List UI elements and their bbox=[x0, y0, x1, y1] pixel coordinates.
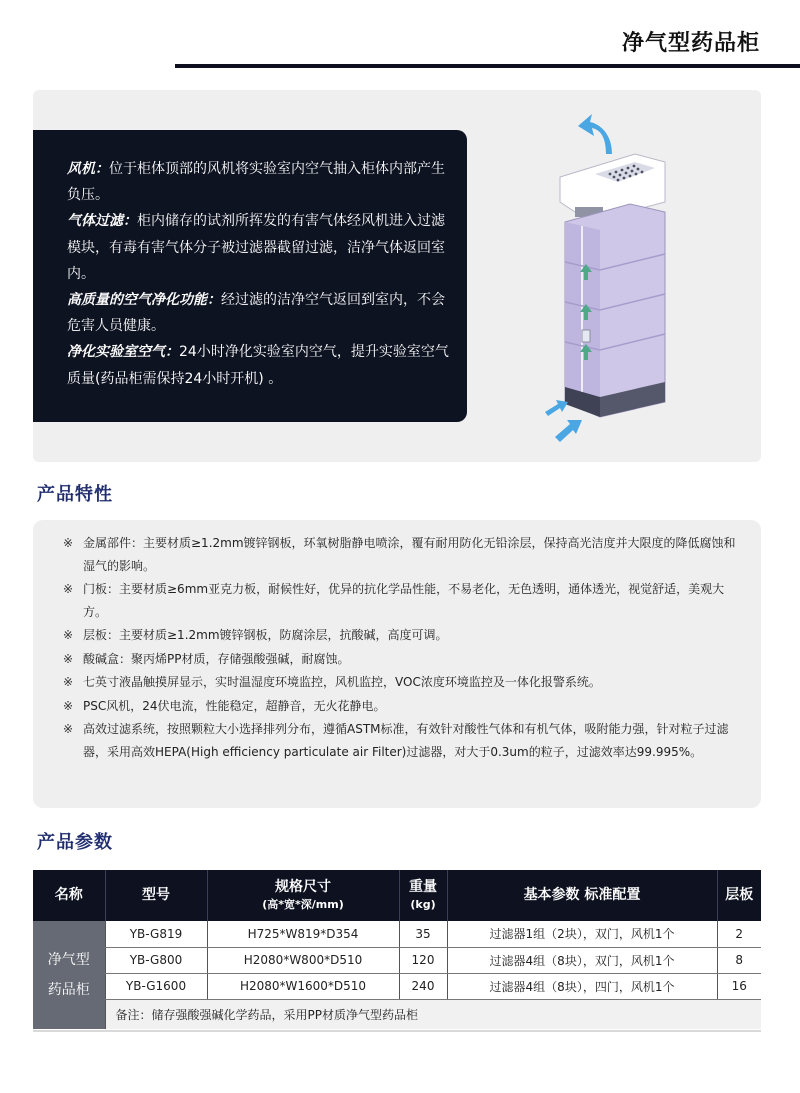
table-header-row bbox=[33, 870, 761, 921]
spec-cell: H2080*W800*D510 bbox=[207, 947, 399, 973]
intake-arrow-icon bbox=[555, 420, 582, 442]
feature-text: 金属部件：主要材质≥1.2mm镀锌钢板，环氧树脂静电喷涂，覆有耐用防化无铅涂层，保持高光洁度并大限度的降低腐蚀和湿气的影响。 bbox=[83, 536, 736, 573]
spec-header-label: 规格尺寸 bbox=[275, 878, 331, 895]
weight-header-label: 重量 bbox=[409, 878, 437, 895]
column-header-shelves: 层板 bbox=[717, 870, 761, 921]
shelves-cell: 2 bbox=[717, 921, 761, 947]
description-text: 24小时净化实验室内空气，提升实验室空气质量(药品柜需保持24小时开机) 。 bbox=[67, 344, 449, 387]
product-name-cell bbox=[33, 921, 105, 1029]
features-heading: 产品特性 bbox=[37, 484, 113, 505]
config-cell: 过滤器4组（8块），四门，风机1个 bbox=[447, 973, 717, 999]
table-bottom-shade bbox=[33, 1030, 761, 1032]
feature-mark: ※ bbox=[63, 651, 74, 666]
feature-item bbox=[63, 578, 739, 623]
feature-item bbox=[63, 695, 739, 718]
model-cell: YB-G1600 bbox=[105, 973, 207, 999]
feature-item bbox=[63, 648, 739, 671]
table-note-row bbox=[33, 999, 761, 1029]
column-header-weight bbox=[399, 870, 447, 921]
feature-mark: ※ bbox=[63, 628, 74, 642]
column-header-spec bbox=[207, 870, 399, 921]
weight-header-unit: (kg) bbox=[410, 897, 436, 911]
description-text: 经过滤的洁净空气返回到室内，不会危害人员健康。 bbox=[67, 292, 445, 335]
feature-text: 门板：主要材质≥6mm亚克力板，耐候性好，优异的抗化学品性能，不易老化，无色透明，通体透光，视觉舒适，美观大方。 bbox=[83, 582, 725, 619]
feature-mark: ※ bbox=[63, 698, 74, 713]
config-cell: 过滤器1组（2块），双门，风机1个 bbox=[447, 921, 717, 947]
description-card bbox=[33, 130, 467, 422]
table-row bbox=[33, 973, 761, 999]
page-title: 净气型药品柜 bbox=[621, 31, 760, 56]
model-cell: YB-G800 bbox=[105, 947, 207, 973]
description-text: 位于柜体顶部的风机将实验室内空气抽入柜体内部产生负压。 bbox=[67, 161, 445, 204]
feature-text: 层板：主要材质≥1.2mm镀锌钢板，防腐涂层，抗酸碱，高度可调。 bbox=[83, 628, 448, 642]
description-label: 净化实验室空气： bbox=[67, 344, 179, 361]
feature-item bbox=[63, 718, 739, 763]
feature-text: PSC风机，24伏电流，性能稳定，超静音，无火花静电。 bbox=[83, 698, 386, 713]
spec-cell: H2080*W1600*D510 bbox=[207, 973, 399, 999]
description-label: 风机： bbox=[67, 161, 109, 177]
product-name-line: 净气型 bbox=[47, 952, 90, 968]
feature-mark: ※ bbox=[63, 722, 74, 736]
params-table bbox=[33, 870, 761, 1029]
feature-text: 七英寸液晶触摸屏显示，实时温湿度环境监控，风机监控，VOC浓度环境监控及一体化报警系统。 bbox=[83, 675, 601, 689]
description-paragraph bbox=[67, 339, 449, 391]
weight-cell: 35 bbox=[399, 921, 447, 947]
feature-text: 酸碱盒：聚丙烯PP材质，存储强酸强碱，耐腐蚀。 bbox=[83, 651, 350, 666]
table-note: 备注：储存强酸强碱化学药品，采用PP材质净气型药品柜 bbox=[105, 999, 761, 1029]
column-header-name: 名称 bbox=[33, 870, 105, 921]
cabinet-illustration bbox=[540, 112, 680, 452]
weight-cell: 240 bbox=[399, 973, 447, 999]
feature-item bbox=[63, 624, 739, 647]
feature-item bbox=[63, 532, 739, 577]
description-paragraph bbox=[67, 156, 449, 208]
spec-header-unit: (高*宽*深/mm) bbox=[262, 897, 344, 911]
features-panel bbox=[33, 520, 761, 808]
table-row bbox=[33, 947, 761, 973]
model-cell: YB-G819 bbox=[105, 921, 207, 947]
params-heading: 产品参数 bbox=[37, 832, 113, 853]
exhaust-arrow-icon bbox=[578, 114, 612, 154]
feature-text: 高效过滤系统，按照颗粒大小选择排列分布，遵循ASTM标准，有效针对酸性气体和有机气体，吸附能力强，针对粒子过滤器，采用高效HEPA(High efficiency particulate air Filter)过滤器，对大于0.3um的粒子，过滤效率达99.995%。 bbox=[83, 722, 729, 759]
weight-cell: 120 bbox=[399, 947, 447, 973]
column-header-model: 型号 bbox=[105, 870, 207, 921]
description-paragraph bbox=[67, 287, 449, 339]
title-rule bbox=[175, 64, 800, 68]
intake-arrow-icon bbox=[545, 400, 568, 416]
feature-mark: ※ bbox=[63, 582, 74, 596]
config-cell: 过滤器4组（8块），双门，风机1个 bbox=[447, 947, 717, 973]
feature-mark: ※ bbox=[63, 675, 74, 689]
feature-mark: ※ bbox=[63, 536, 74, 550]
description-paragraph bbox=[67, 208, 449, 287]
spec-cell: H725*W819*D354 bbox=[207, 921, 399, 947]
column-header-config: 基本参数 标准配置 bbox=[447, 870, 717, 921]
feature-item bbox=[63, 671, 739, 694]
description-text: 柜内储存的试剂所挥发的有害气体经风机进入过滤模块，有毒有害气体分子被过滤器截留过滤，洁净气体返回室内。 bbox=[67, 213, 445, 282]
description-label: 气体过滤： bbox=[67, 213, 137, 230]
product-name-line: 药品柜 bbox=[47, 982, 90, 998]
shelves-cell: 16 bbox=[717, 973, 761, 999]
description-label: 高质量的空气净化功能： bbox=[67, 292, 221, 309]
table-row bbox=[33, 921, 761, 947]
shelves-cell: 8 bbox=[717, 947, 761, 973]
